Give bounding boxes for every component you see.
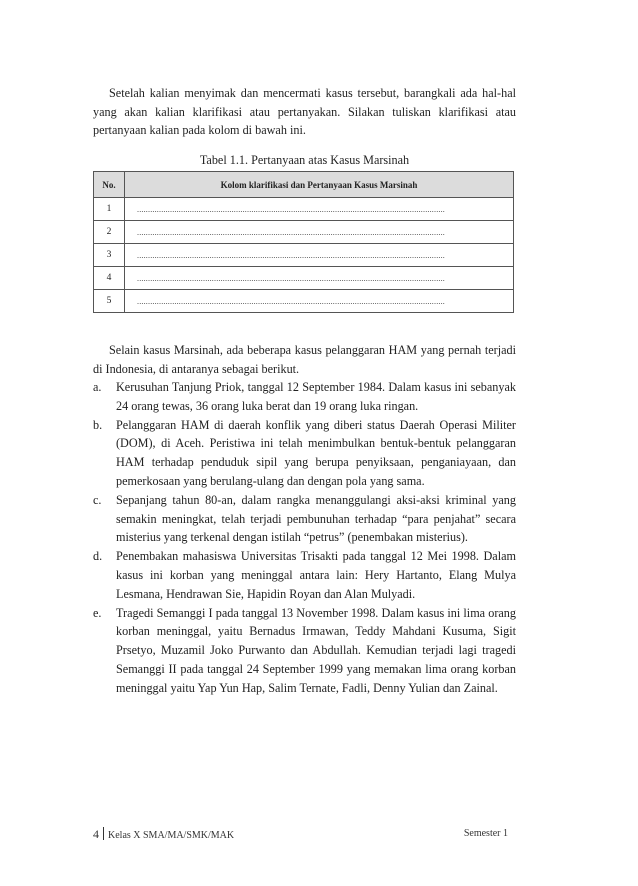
footer-divider	[103, 827, 104, 840]
row-number: 3	[94, 244, 125, 267]
cases-intro-paragraph	[93, 341, 516, 378]
semester-label: Semester 1	[463, 828, 508, 839]
answer-line: ............................................................................................................................................	[125, 267, 514, 290]
header-no: No.	[94, 172, 125, 198]
list-marker: a.	[93, 380, 102, 394]
list-item-text: Penembakan mahasiswa Universitas Trisakti pada tanggal 12 Mei 1998. Dalam kasus ini korban yang meninggal antara lain: Hery Hartanto, Elang Mulya Lesmana, Hendrawan Sie, Hapidin Royan dan Alan Mulyadi.	[116, 549, 516, 601]
row-number: 4	[94, 267, 125, 290]
list-marker: d.	[93, 549, 103, 564]
intro-paragraph	[93, 84, 516, 140]
answer-line: ............................................................................................................................................	[125, 244, 514, 267]
list-item-text: Kerusuhan Tanjung Priok, tanggal 12 September 1984. Dalam kasus ini sebanyak 24 orang tewas, 36 orang luka berat dan 19 orang luka ringan.	[116, 380, 516, 413]
list-marker: e.	[93, 605, 102, 620]
book-label: Kelas X SMA/MA/SMK/MAK	[108, 830, 235, 841]
table-header-row	[94, 172, 514, 198]
page-number: 4	[93, 827, 99, 841]
cases-intro-text: Selain kasus Marsinah, ada beberapa kasus pelanggaran HAM yang pernah terjadi di Indonesia, di antaranya sebagai berikut.	[93, 343, 516, 376]
table-row	[94, 290, 514, 313]
row-number: 5	[94, 290, 125, 313]
intro-text: Setelah kalian menyimak dan mencermati kasus tersebut, barangkali ada hal-hal yang akan kalian klarifikasi atau pertanyakan. Silakan tuliskan klarifikasi atau pertanyaan kalian pada kolom di bawah ini.	[93, 86, 516, 138]
row-number: 1	[94, 198, 125, 221]
table-title: Tabel 1.1. Pertanyaan atas Kasus Marsinah	[199, 153, 410, 167]
list-marker: c.	[93, 492, 102, 507]
table-row	[94, 244, 514, 267]
answer-line: ............................................................................................................................................	[125, 198, 514, 221]
list-item	[93, 416, 516, 491]
list-item	[93, 378, 516, 416]
row-number: 2	[94, 221, 125, 244]
list-item-text: Sepanjang tahun 80-an, dalam rangka menanggulangi aksi-aksi kriminal yang semakin meningkat, telah terjadi pembunuhan terhadap “para penjahat” secara misterius yang terkenal dengan istilah “petrus” (penembakan misterius).	[116, 492, 516, 545]
table-row	[94, 221, 514, 244]
list-marker: b.	[93, 417, 103, 432]
list-item	[93, 491, 516, 547]
answer-line: ............................................................................................................................................	[125, 221, 514, 244]
questions-table	[93, 171, 514, 313]
list-item	[93, 547, 516, 603]
table-row	[94, 198, 514, 221]
cases-list	[93, 378, 516, 698]
list-item	[93, 604, 516, 698]
answer-line: ............................................................................................................................................	[125, 290, 514, 313]
list-item-text: Tragedi Semanggi I pada tanggal 13 November 1998. Dalam kasus ini lima orang korban meninggal, yaitu Bernadus Irmawan, Teddy Mahdani Kusuma, Sigit Prsetyo, Muzamil Joko Purwanto dan Abdullah. Kemudian terjadi lagi tragedi Semanggi II pada tanggal 24 September 1999 yang memakan lima orang korban meninggal yaitu Yap Yun Hap, Salim Ternate, Fadli, Denny Yulian dan Zainal.	[116, 605, 516, 695]
header-question: Kolom klarifikasi dan Pertanyaan Kasus Marsinah	[125, 172, 514, 198]
footer-left	[93, 827, 234, 842]
list-item-text: Pelanggaran HAM di daerah konflik yang diberi status Daerah Operasi Militer (DOM), di Aceh. Peristiwa ini telah menimbulkan bentuk-bentuk pelanggaran HAM terhadap penduduk sipil yang berupa penyiksaan, penganiayaan, dan pemerkosaan yang berulang-ulang dan dengan pola yang sama.	[116, 417, 516, 488]
table-row	[94, 267, 514, 290]
